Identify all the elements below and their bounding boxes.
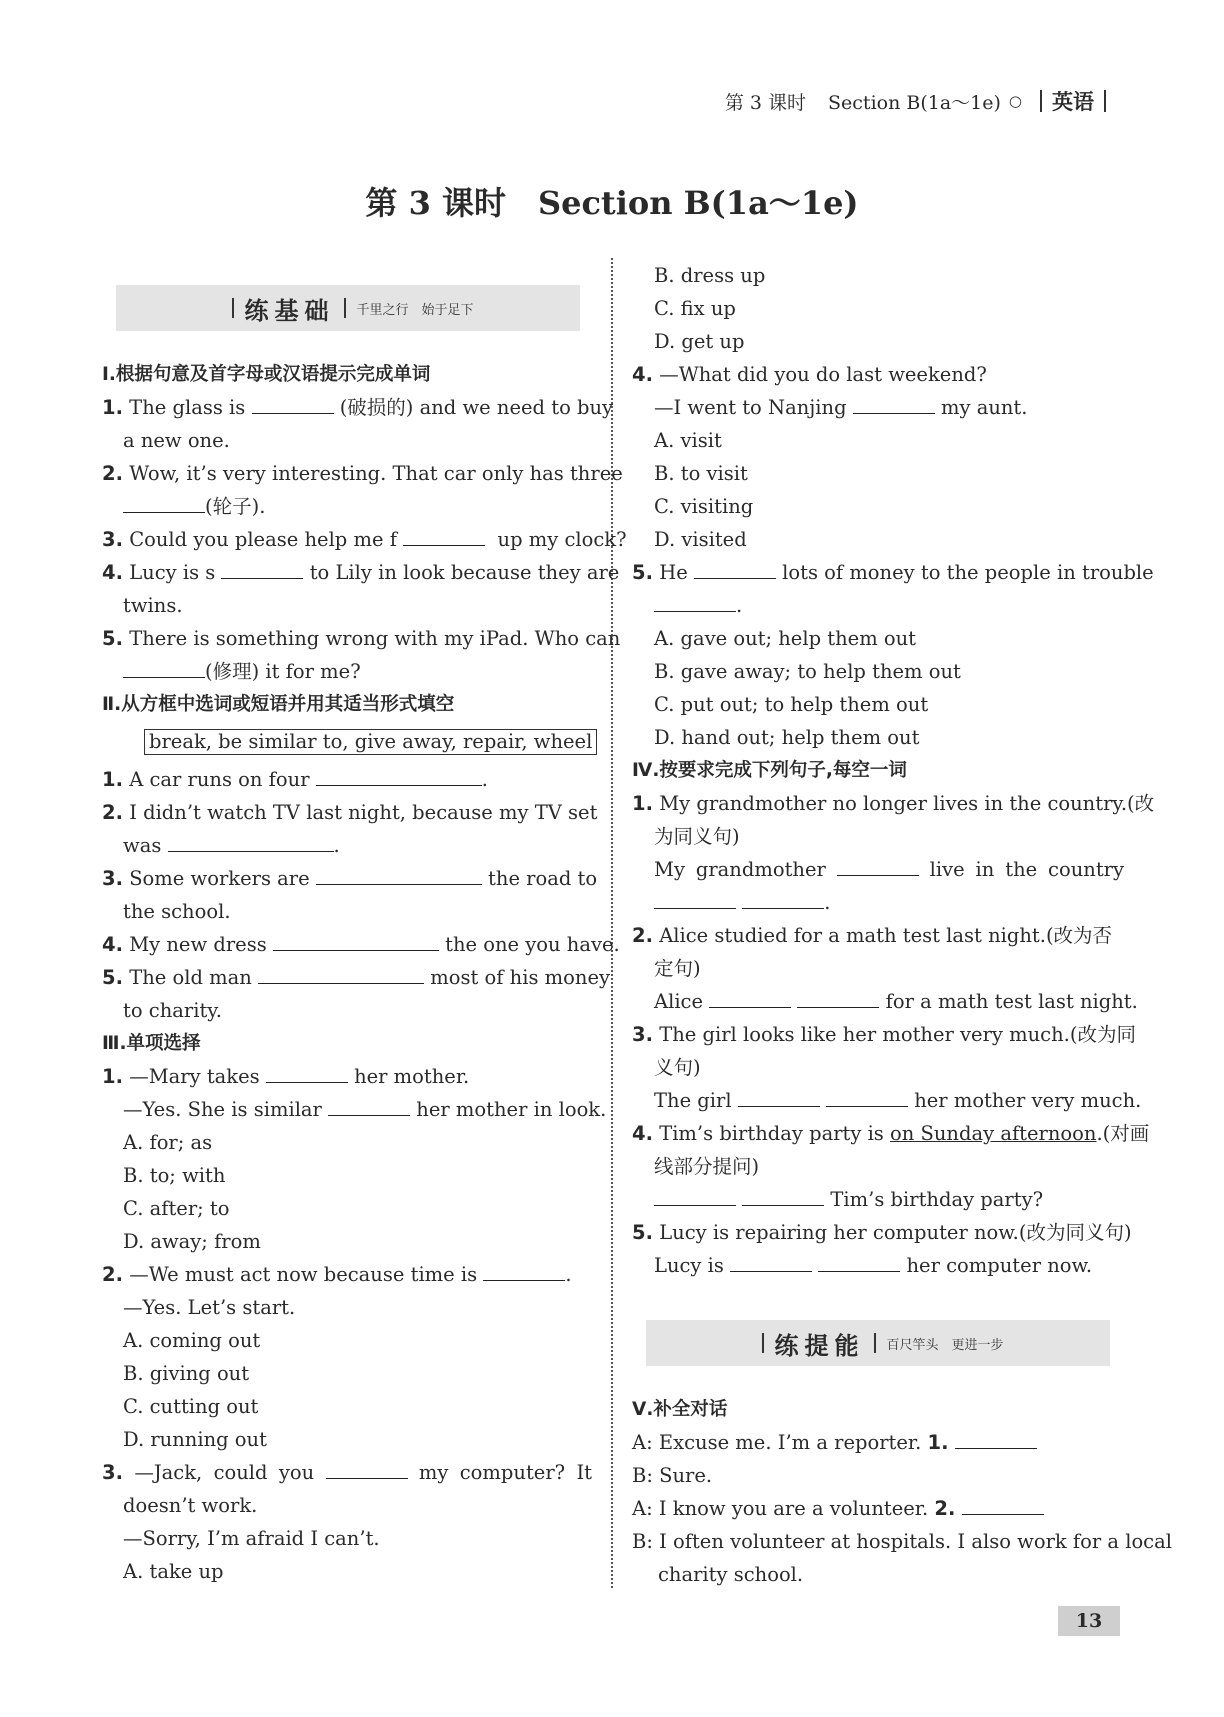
question-line: 1. —Mary takes her mother. [102,1065,470,1088]
question-line: doesn’t work. [123,1494,258,1517]
option: C. cutting out [123,1395,259,1418]
question-line: 1. My grandmother no longer lives in the country.(改 [632,792,1155,815]
question-line: —Sorry, I’m afraid I can’t. [123,1527,380,1550]
section-heading: Ⅳ.按要求完成下列句子,每空一词 [632,760,907,781]
question-line: 义句) [654,1056,701,1079]
option: B. giving out [123,1362,250,1385]
page-number: 13 [1058,1606,1120,1636]
question-line: 3. The girl looks like her mother very much.(改为同 [632,1023,1136,1046]
option: A. visit [654,429,722,452]
question-line: 4. Lucy is s to Lily in look because they are [102,561,620,584]
question-line: to charity. [123,999,222,1022]
question-line: 2. Wow, it’s very interesting. That car only has three [102,462,623,485]
question-line: 3. Could you please help me f up my clock? [102,528,627,551]
question-line: —Yes. Let’s start. [123,1296,296,1319]
question-line: 1. The glass is (破损的) and we need to buy [102,396,614,419]
question-line: 5. Lucy is repairing her computer now.(改为同义句) [632,1221,1132,1244]
running-header [725,86,1116,116]
question-line: 3. Some workers are the road to [102,867,598,890]
question-line: . [632,593,1146,619]
question-line: (修理) it for me? [102,659,613,685]
question-line: Lucy is her computer now. [654,1254,1093,1277]
question-line: 4. My new dress the one you have. [102,933,620,956]
question-line: 5. He lots of money to the people in trouble [632,561,1154,584]
question-line: 4. —What did you do last weekend? [632,363,987,386]
question-line: 1. A car runs on four . [102,768,488,791]
banner-title: 练基础 [244,296,335,325]
option: B. dress up [654,264,766,287]
option: D. hand out; help them out [654,726,920,749]
header-divider [1104,90,1106,112]
question-line: . [632,890,1146,916]
underlined-phrase: on Sunday afternoon [890,1122,1097,1145]
header-section: Section B(1a～1e) [828,91,1001,114]
question-line: 5. There is something wrong with my iPad. Who can [102,627,621,650]
option: B. gave away; to help them out [654,660,961,683]
dialogue-line: A: Excuse me. I’m a reporter. 1. [632,1430,1124,1456]
section-heading: Ⅲ.单项选择 [102,1033,201,1054]
option: D. running out [123,1428,267,1451]
option: A. for; as [123,1131,213,1154]
option: B. to; with [123,1164,226,1187]
header-subject: 英语 [1052,90,1094,114]
option: C. put out; to help them out [654,693,929,716]
circle-icon: ○ [1008,92,1022,110]
banner-title: 练提能 [774,1331,865,1360]
section-heading: Ⅰ.根据句意及首字母或汉语提示完成单词 [102,364,431,385]
question-line: twins. [123,594,183,617]
question-line: (轮子). [102,494,613,520]
question-line: 3. —Jack, could you my computer? It [102,1461,593,1484]
question-line: 线部分提问) [654,1155,760,1178]
question-line: 2. —We must act now because time is . [102,1263,572,1286]
question-line: 为同义句) [654,825,740,848]
option: A. gave out; help them out [654,627,917,650]
dialogue-line: B: Sure. [632,1464,713,1487]
option: D. visited [654,528,747,551]
header-lesson: 第 3 课时 [724,91,807,114]
header-divider [1040,90,1042,112]
option: B. to visit [654,462,748,485]
section-heading: Ⅱ.从方框中选词或短语并用其适当形式填空 [102,694,455,715]
option: A. coming out [123,1329,261,1352]
option: A. take up [123,1560,224,1583]
banner-motto: 百尺竿头 更进一步 [886,1337,1004,1353]
dialogue-line: charity school. [658,1563,804,1586]
question-line: 2. I didn’t watch TV last night, because my TV set [102,801,598,824]
question-line: Alice for a math test last night. [654,990,1138,1013]
question-line: —I went to Nanjing my aunt. [654,396,1028,419]
section-heading: Ⅴ.补全对话 [632,1399,728,1420]
option: D. away; from [123,1230,261,1253]
option: C. visiting [654,495,754,518]
option: C. after; to [123,1197,230,1220]
question-line: a new one. [123,429,230,452]
question-line: was . [123,834,340,857]
option: D. get up [654,330,745,353]
question-line: Tim’s birthday party? [632,1187,1146,1213]
option: C. fix up [654,297,736,320]
question-line: 4. Tim’s birthday party is on Sunday afternoon.(对画 [632,1122,1150,1145]
word-box-row [102,729,634,755]
dialogue-line: B: I often volunteer at hospitals. I also work for a local [632,1530,1172,1553]
page-title: 第 3 课时 Section B(1a～1e) [365,184,859,222]
banner-advanced [646,1320,1110,1366]
question-line: My grandmother live in the country [654,858,1125,881]
dialogue-line: A: I know you are a volunteer. 2. [632,1496,1124,1522]
word-box: break, be similar to, give away, repair, wheel [144,729,597,755]
question-line: —Yes. She is similar her mother in look. [123,1098,607,1121]
question-line: 5. The old man most of his money [102,966,611,989]
question-line: 定句) [654,957,701,980]
question-line: 2. Alice studied for a math test last night.(改为否 [632,924,1113,947]
question-line: the school. [123,900,231,923]
banner-motto: 千里之行 始于足下 [356,302,474,318]
banner-basic [116,285,580,331]
question-line: The girl her mother very much. [654,1089,1142,1112]
